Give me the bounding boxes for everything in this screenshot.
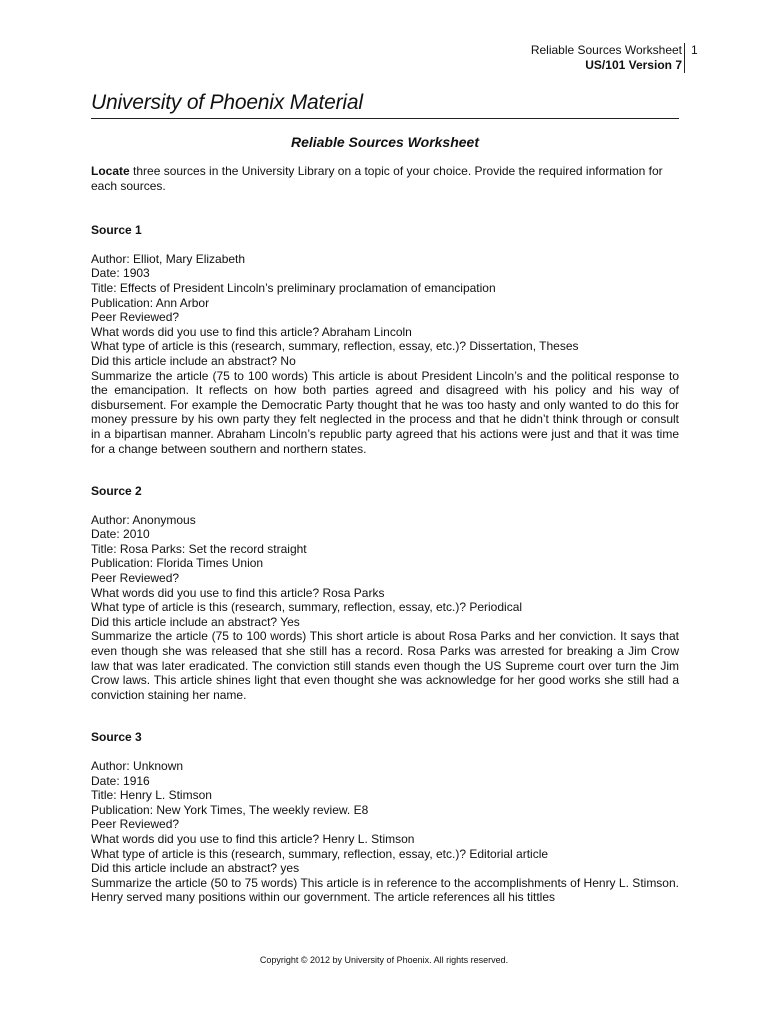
source-publication: Publication: Florida Times Union: [91, 556, 264, 571]
source-article-type: What type of article is this (research, summary, reflection, essay, etc.)? Dissertation, Theses: [91, 339, 579, 354]
source-section: [91, 223, 679, 456]
source-abstract: Did this article include an abstract? yes: [91, 861, 300, 876]
source-heading: Source 3: [91, 730, 142, 745]
running-header: [531, 43, 682, 73]
source-title: Title: Effects of President Lincoln’s preliminary proclamation of emancipation: [91, 280, 496, 295]
header-doc-name: Reliable Sources Worksheet: [530, 43, 682, 57]
brand-title: University of Phoenix Material: [91, 91, 363, 114]
source-article-type: What type of article is this (research, summary, reflection, essay, etc.)? Editorial article: [91, 846, 549, 861]
brand-rule: [91, 118, 679, 119]
source-summary: Summarize the article (75 to 100 words) This article is about President Lincoln’s and the political response to the emancipation. It reflects on how both parties agreed and disagreed with his policy and his way of disbursement. For example the Democratic Party thought that he was too hasty and only wanted to do this for money pressure by his own party they felt neglected in the process and that he didn’t think through or consult in a bipartisan manner. Abraham Lincoln’s republic party agreed that his actions were just and that it was time for a change between southern and northern states.: [91, 368, 679, 456]
source-section: [91, 730, 679, 905]
source-publication: Publication: New York Times, The weekly review. E8: [91, 802, 369, 817]
document-title: Reliable Sources Worksheet: [290, 134, 480, 150]
source-peer-reviewed: Peer Reviewed?: [91, 571, 180, 586]
intro-paragraph: [91, 164, 679, 193]
source-date: Date: 1903: [91, 266, 150, 281]
intro-text: three sources in the University Library on a topic of your choice. Provide the required information for each sources.: [91, 164, 663, 193]
source-search-words: What words did you use to find this article? Abraham Lincoln: [91, 324, 412, 339]
copyright-footer: Copyright © 2012 by University of Phoenix. All rights reserved.: [259, 955, 509, 965]
source-author: Author: Anonymous: [91, 512, 196, 527]
page-number: 1: [691, 43, 698, 57]
header-divider: [684, 43, 685, 73]
source-heading: Source 1: [91, 223, 142, 238]
header-version: US/101 Version 7: [585, 58, 682, 72]
source-abstract: Did this article include an abstract? Yes: [91, 614, 300, 629]
source-peer-reviewed: Peer Reviewed?: [91, 817, 180, 832]
source-section: [91, 484, 679, 702]
source-peer-reviewed: Peer Reviewed?: [91, 310, 180, 325]
document-body: [91, 164, 679, 933]
source-title: Title: Rosa Parks: Set the record straight: [91, 541, 307, 556]
source-summary: Summarize the article (75 to 100 words) This short article is about Rosa Parks and her conviction. It says that even though she was released that she still has a record. Rosa Parks was arrested for breaking a Jim Crow law that was later eradicated. The conviction still stands even though the US Supreme court over turn the Jim Crow laws. This article shines light that even thought she was acknowledge for her good works she still had a conviction staining her name.: [91, 629, 679, 702]
source-search-words: What words did you use to find this article? Rosa Parks: [91, 585, 385, 600]
source-article-type: What type of article is this (research, summary, reflection, essay, etc.)? Periodical: [91, 600, 523, 615]
source-summary: Summarize the article (50 to 75 words) This article is in reference to the accomplishments of Henry L. Stimson. Henry served many positions within our government. The article references all his tittles: [91, 875, 679, 905]
source-date: Date: 1916: [91, 773, 150, 788]
intro-lead: Locate: [91, 164, 130, 178]
source-publication: Publication: Ann Arbor: [91, 295, 210, 310]
source-date: Date: 2010: [91, 527, 150, 542]
source-author: Author: Elliot, Mary Elizabeth: [91, 251, 246, 266]
source-search-words: What words did you use to find this article? Henry L. Stimson: [91, 831, 415, 846]
source-heading: Source 2: [91, 484, 142, 499]
source-title: Title: Henry L. Stimson: [91, 788, 212, 803]
source-abstract: Did this article include an abstract? No: [91, 353, 296, 368]
source-author: Author: Unknown: [91, 759, 184, 773]
